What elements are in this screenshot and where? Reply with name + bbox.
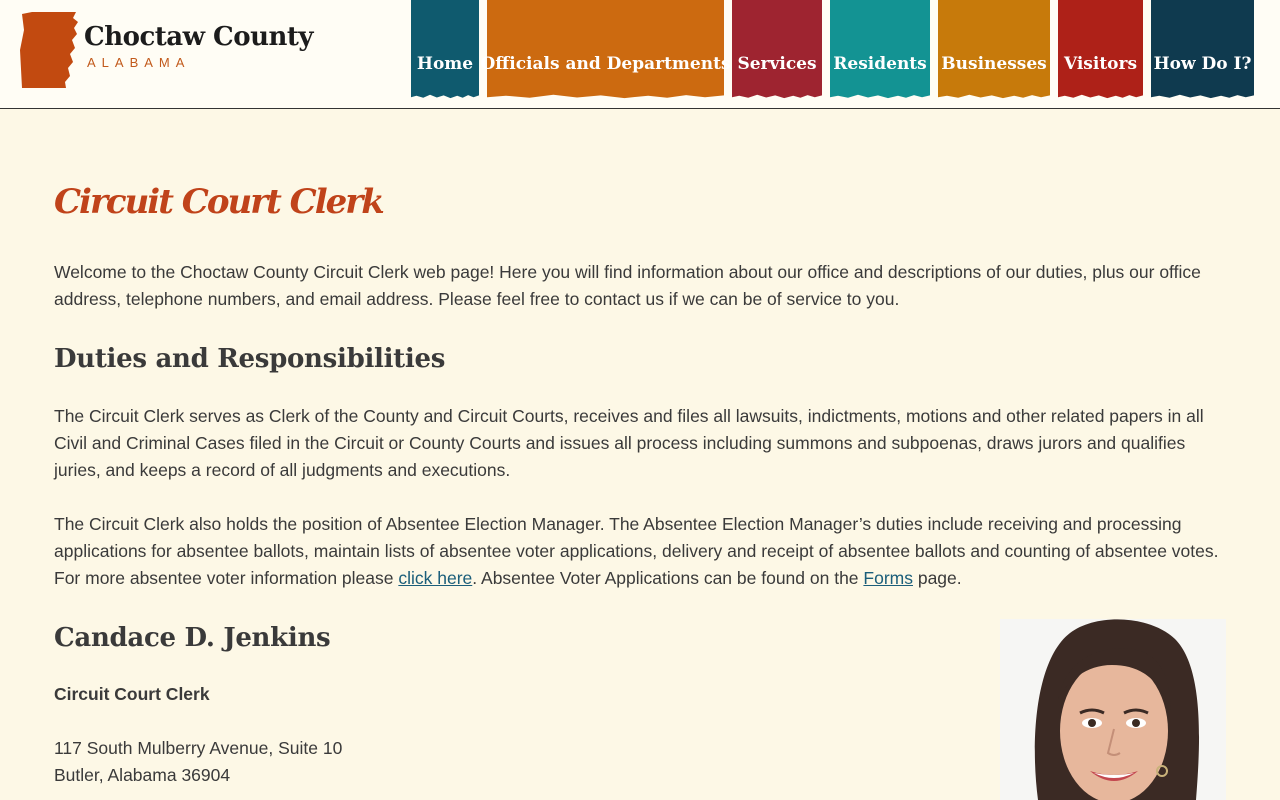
duties-paragraph-2-text-c: page.: [912, 568, 962, 588]
logo-title: Choctaw County: [84, 22, 314, 52]
address-line-2: Butler, Alabama 36904: [54, 765, 231, 785]
address: [54, 735, 342, 789]
clerk-portrait-photo: [1000, 619, 1226, 800]
site-header: [0, 0, 1280, 109]
duties-paragraph-2-text-a: The Circuit Clerk also holds the position of Absentee Election Manager. The Absentee Election Manager’s duties include receiving and processing applications for absentee ballots, maintain lists of absentee voter applications, delivery and receipt of absentee ballots and counting of absentee votes. For more absentee voter information please: [54, 514, 1219, 588]
portrait-image: [1000, 619, 1226, 800]
duties-paragraph-2-text-b: . Absentee Voter Applications can be found on the: [472, 568, 864, 588]
county-map-icon: [18, 10, 80, 90]
page-title: Circuit Court Clerk: [54, 182, 383, 222]
forms-link[interactable]: Forms: [863, 568, 913, 588]
site-logo[interactable]: [18, 10, 318, 92]
logo-subtitle: ALABAMA: [87, 55, 191, 70]
absentee-info-link[interactable]: click here: [398, 568, 473, 588]
nav-home[interactable]: Home: [411, 0, 479, 94]
nav-officials-and-departments[interactable]: Officials and Departments: [487, 0, 724, 94]
intro-paragraph: Welcome to the Choctaw County Circuit Clerk web page! Here you will find information about our office and descriptions of our duties, plus our office address, telephone numbers, and email address. Please feel free to contact us if we can be of service to you.: [54, 262, 1201, 309]
duties-heading: Duties and Responsibilities: [54, 344, 446, 374]
nav-how-do-i[interactable]: How Do I?: [1151, 0, 1254, 94]
duties-paragraph-2: [54, 511, 1229, 592]
nav-residents[interactable]: Residents: [830, 0, 930, 94]
nav-businesses[interactable]: Businesses: [938, 0, 1050, 94]
nav-visitors[interactable]: Visitors: [1058, 0, 1143, 94]
address-line-1: 117 South Mulberry Avenue, Suite 10: [54, 738, 343, 758]
duties-paragraph-1: The Circuit Clerk serves as Clerk of the County and Circuit Courts, receives and files all lawsuits, indictments, motions and other related papers in all Civil and Criminal Cases filed in the Circuit or County Courts and issues all process including summons and subpoenas, draws jurors and qualifies juries, and keeps a record of all judgments and executions.: [54, 406, 1204, 480]
person-title: Circuit Court Clerk: [54, 684, 210, 704]
person-name: Candace D. Jenkins: [54, 623, 331, 653]
nav-services[interactable]: Services: [732, 0, 822, 94]
